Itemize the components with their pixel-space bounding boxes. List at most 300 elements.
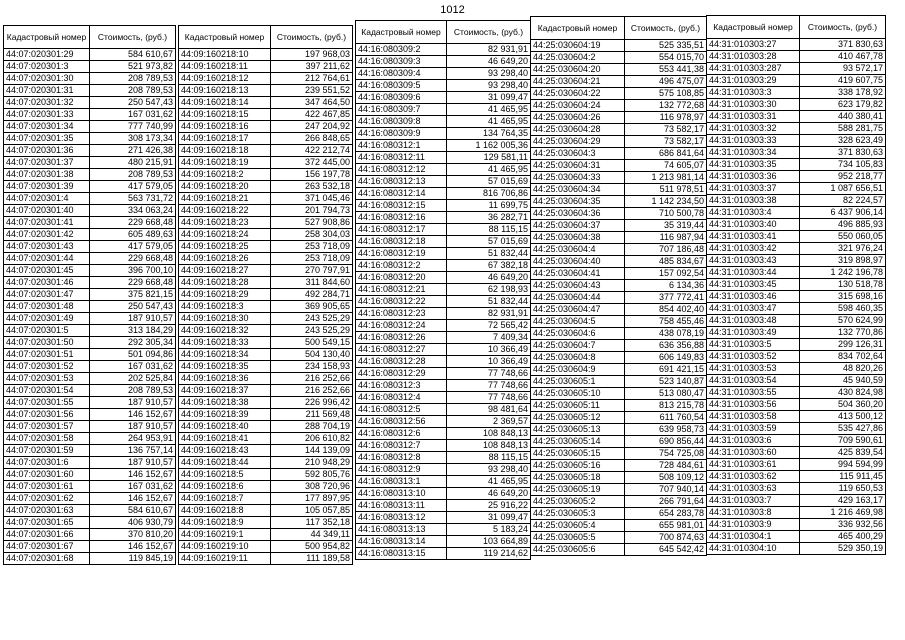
table-row: [4, 49, 176, 61]
cadastral-number-cell: 44:31:010303:58: [707, 411, 800, 423]
cost-cell: 734 105,83: [800, 159, 886, 171]
cost-cell: 51 832,44: [447, 248, 531, 260]
cost-cell: 465 400,29: [800, 531, 886, 543]
table-row: [4, 349, 176, 361]
header-cadastral-number: Кадастровый номер: [356, 21, 447, 44]
table-row: [356, 116, 531, 128]
cadastral-number-cell: 44:16:080312:14: [356, 188, 447, 200]
cost-cell: 271 426,38: [90, 145, 176, 157]
table-row: [356, 452, 531, 464]
table-row: [179, 265, 353, 277]
cost-cell: 370 810,20: [90, 529, 176, 541]
cadastral-number-cell: 44:09:160218:24: [179, 229, 271, 241]
cost-cell: 754 725,08: [625, 448, 707, 460]
table-row: [356, 380, 531, 392]
cadastral-number-cell: 44:07:020301:61: [4, 481, 90, 493]
table-row: [707, 447, 886, 459]
cadastral-number-cell: 44:16:080312:20: [356, 272, 447, 284]
cadastral-number-cell: 44:16:080312:18: [356, 236, 447, 248]
cost-cell: 88 115,15: [447, 224, 531, 236]
cost-cell: 598 460,35: [800, 303, 886, 315]
table-row: [707, 375, 886, 387]
cost-cell: 422 467,85: [271, 109, 353, 121]
table-row: [4, 481, 176, 493]
table-row: [4, 397, 176, 409]
cadastral-number-cell: 44:07:020301:65: [4, 517, 90, 529]
table-row: [707, 507, 886, 519]
cost-cell: 496 475,07: [625, 76, 707, 88]
cost-cell: 639 958,73: [625, 424, 707, 436]
cadastral-number-cell: 44:09:160218:20: [179, 181, 271, 193]
cost-cell: 417 579,05: [90, 241, 176, 253]
cost-cell: 328 623,49: [800, 135, 886, 147]
cost-cell: 504 130,40: [271, 349, 353, 361]
table-row: [356, 428, 531, 440]
cadastral-number-cell: 44:25:030604:19: [531, 40, 625, 52]
cost-cell: 554 015,70: [625, 52, 707, 64]
cadastral-number-cell: 44:31:010303:53: [707, 363, 800, 375]
cost-cell: 31 099,47: [447, 92, 531, 104]
table-row: [356, 68, 531, 80]
cadastral-number-cell: 44:09:160218:43: [179, 445, 271, 457]
cost-cell: 77 748,66: [447, 392, 531, 404]
table-row: [531, 64, 707, 76]
cadastral-number-cell: 44:25:030604:28: [531, 124, 625, 136]
table-row: [4, 373, 176, 385]
table-row: [707, 483, 886, 495]
cost-cell: 108 848,13: [447, 440, 531, 452]
cadastral-number-cell: 44:31:010303:42: [707, 243, 800, 255]
cadastral-number-cell: 44:25:030605:2: [531, 496, 625, 508]
cadastral-number-cell: 44:16:080312:26: [356, 332, 447, 344]
cadastral-number-cell: 44:16:080312:16: [356, 212, 447, 224]
cost-cell: 315 698,16: [800, 291, 886, 303]
table-row: [531, 208, 707, 220]
cadastral-number-cell: 44:07:020301:37: [4, 157, 90, 169]
cost-cell: 253 718,09: [271, 241, 353, 253]
cadastral-number-cell: 44:31:010303:40: [707, 219, 800, 231]
table-row: [179, 133, 353, 145]
table-row: [4, 517, 176, 529]
cadastral-number-cell: 44:25:030604:35: [531, 196, 625, 208]
cadastral-number-cell: 44:09:160218:27: [179, 265, 271, 277]
cadastral-number-cell: 44:31:010303:29: [707, 75, 800, 87]
cost-cell: 1 162 005,36: [447, 140, 531, 152]
table-row: [4, 193, 176, 205]
cost-cell: 270 797,91: [271, 265, 353, 277]
cost-cell: 994 594,99: [800, 459, 886, 471]
table-row: [179, 193, 353, 205]
cadastral-number-cell: 44:31:010303:60: [707, 447, 800, 459]
cadastral-number-cell: 44:09:160218:15: [179, 109, 271, 121]
cadastral-number-cell: 44:09:160218:29: [179, 289, 271, 301]
cost-cell: 266 848,65: [271, 133, 353, 145]
cadastral-number-cell: 44:09:160218:35: [179, 361, 271, 373]
cadastral-number-cell: 44:25:030604:24: [531, 100, 625, 112]
table-row: [179, 457, 353, 469]
cadastral-number-cell: 44:31:010304:10: [707, 543, 800, 555]
cadastral-number-cell: 44:25:030605:4: [531, 520, 625, 532]
table-row: [531, 412, 707, 424]
table-row: [179, 121, 353, 133]
table-row: [4, 205, 176, 217]
cost-cell: 108 848,13: [447, 428, 531, 440]
cadastral-number-cell: 44:16:080309:7: [356, 104, 447, 116]
cadastral-number-cell: 44:31:010303:4: [707, 207, 800, 219]
cadastral-number-cell: 44:09:160219:1: [179, 529, 271, 541]
cadastral-number-cell: 44:16:080313:10: [356, 488, 447, 500]
cost-cell: 156 197,78: [271, 169, 353, 181]
cost-cell: 584 610,67: [90, 49, 176, 61]
cadastral-number-cell: 44:07:020301:4: [4, 193, 90, 205]
cost-cell: 690 856,44: [625, 436, 707, 448]
table-row: [531, 100, 707, 112]
cadastral-number-cell: 44:09:160218:30: [179, 313, 271, 325]
cost-cell: 655 981,01: [625, 520, 707, 532]
cadastral-number-cell: 44:16:080309:8: [356, 116, 447, 128]
cost-cell: 157 092,54: [625, 268, 707, 280]
table-row: [707, 423, 886, 435]
cost-cell: 501 094,86: [90, 349, 176, 361]
table-row: [531, 172, 707, 184]
table-row: [707, 363, 886, 375]
table-row: [707, 291, 886, 303]
header-cost: Стоимость, (руб.): [625, 17, 707, 40]
cadastral-number-cell: 44:31:010303:59: [707, 423, 800, 435]
cost-cell: 46 649,20: [447, 488, 531, 500]
cadastral-number-cell: 44:31:010303:48: [707, 315, 800, 327]
cadastral-number-cell: 44:07:020301:46: [4, 277, 90, 289]
cadastral-number-cell: 44:31:010303:38: [707, 195, 800, 207]
table-row: [531, 280, 707, 292]
table-row: [356, 368, 531, 380]
table-row: [179, 445, 353, 457]
cost-cell: 226 996,42: [271, 397, 353, 409]
cadastral-number-cell: 44:25:030605:5: [531, 532, 625, 544]
cadastral-number-cell: 44:16:080309:6: [356, 92, 447, 104]
cadastral-number-cell: 44:31:010303:44: [707, 267, 800, 279]
table-row: [179, 181, 353, 193]
cadastral-number-cell: 44:16:080312:23: [356, 308, 447, 320]
cadastral-number-cell: 44:31:010303:28: [707, 51, 800, 63]
cost-cell: 527 908,86: [271, 217, 353, 229]
table-row: [4, 133, 176, 145]
table-row: [707, 135, 886, 147]
header-cadastral-number: Кадастровый номер: [531, 17, 625, 40]
table-row: [179, 157, 353, 169]
cadastral-number-cell: 44:09:160218:16: [179, 121, 271, 133]
table-row: [179, 361, 353, 373]
cost-cell: 134 764,35: [447, 128, 531, 140]
cadastral-number-cell: 44:09:160218:13: [179, 85, 271, 97]
cost-cell: 57 015,69: [447, 236, 531, 248]
cadastral-number-cell: 44:16:080312:56: [356, 416, 447, 428]
cadastral-number-cell: 44:31:010303:7: [707, 495, 800, 507]
table-row: [356, 272, 531, 284]
cadastral-number-cell: 44:25:030604:6: [531, 328, 625, 340]
table-row: [4, 505, 176, 517]
cost-cell: 654 283,78: [625, 508, 707, 520]
table-row: [356, 332, 531, 344]
cost-cell: 570 624,99: [800, 315, 886, 327]
cadastral-number-cell: 44:16:080313:13: [356, 524, 447, 536]
cost-cell: 105 057,85: [271, 505, 353, 517]
cost-cell: 513 080,47: [625, 388, 707, 400]
table-row: [531, 400, 707, 412]
cadastral-number-cell: 44:16:080312:28: [356, 356, 447, 368]
table-row: [179, 145, 353, 157]
cadastral-number-cell: 44:31:010303:47: [707, 303, 800, 315]
table-row: [4, 421, 176, 433]
table-row: [707, 387, 886, 399]
table-row: [4, 169, 176, 181]
cadastral-number-cell: 44:07:020301:54: [4, 385, 90, 397]
cost-cell: 1 142 234,50: [625, 196, 707, 208]
cadastral-number-cell: 44:16:080309:3: [356, 56, 447, 68]
cost-cell: 700 874,63: [625, 532, 707, 544]
cadastral-number-cell: 44:25:030605:6: [531, 544, 625, 556]
cost-cell: 500 549,15: [271, 337, 353, 349]
cost-cell: 208 789,53: [90, 169, 176, 181]
cadastral-number-cell: 44:25:030604:21: [531, 76, 625, 88]
cadastral-table-1: [3, 25, 176, 565]
cost-cell: 258 304,03: [271, 229, 353, 241]
cost-cell: 553 441,38: [625, 64, 707, 76]
table-row: [356, 44, 531, 56]
table-row: [4, 145, 176, 157]
table-row: [531, 340, 707, 352]
cost-cell: 854 402,40: [625, 304, 707, 316]
cost-cell: 234 158,93: [271, 361, 353, 373]
table-row: [179, 253, 353, 265]
cadastral-number-cell: 44:09:160218:3: [179, 301, 271, 313]
cadastral-number-cell: 44:16:080312:13: [356, 176, 447, 188]
cadastral-number-cell: 44:25:030604:29: [531, 136, 625, 148]
table-row: [707, 159, 886, 171]
table-row: [179, 337, 353, 349]
table-row: [531, 532, 707, 544]
cost-cell: 485 834,67: [625, 256, 707, 268]
table-row: [531, 256, 707, 268]
table-row: [531, 424, 707, 436]
cost-cell: 229 668,48: [90, 253, 176, 265]
cadastral-number-cell: 44:16:080309:4: [356, 68, 447, 80]
cadastral-number-cell: 44:31:010303:33: [707, 135, 800, 147]
cost-cell: 111 189,58: [271, 553, 353, 565]
cadastral-number-cell: 44:25:030605:10: [531, 388, 625, 400]
table-row: [531, 88, 707, 100]
cadastral-number-cell: 44:25:030604:8: [531, 352, 625, 364]
table-row: [179, 397, 353, 409]
cost-cell: 288 704,19: [271, 421, 353, 433]
cost-cell: 422 212,74: [271, 145, 353, 157]
cadastral-number-cell: 44:07:020301:45: [4, 265, 90, 277]
cost-cell: 187 910,57: [90, 397, 176, 409]
cost-cell: 98 481,64: [447, 404, 531, 416]
cost-cell: 525 335,51: [625, 40, 707, 52]
cadastral-number-cell: 44:25:030604:36: [531, 208, 625, 220]
cadastral-number-cell: 44:25:030604:44: [531, 292, 625, 304]
table-row: [707, 171, 886, 183]
cadastral-number-cell: 44:07:020301:53: [4, 373, 90, 385]
cost-cell: 74 605,07: [625, 160, 707, 172]
cadastral-number-cell: 44:09:160218:37: [179, 385, 271, 397]
table-row: [356, 152, 531, 164]
cadastral-number-cell: 44:07:020301:67: [4, 541, 90, 553]
cadastral-number-cell: 44:31:010303:287: [707, 63, 800, 75]
cadastral-number-cell: 44:07:020301:40: [4, 205, 90, 217]
cadastral-number-cell: 44:07:020301:44: [4, 253, 90, 265]
table-row: [531, 124, 707, 136]
cadastral-number-cell: 44:09:160219:11: [179, 553, 271, 565]
table-row: [4, 385, 176, 397]
cadastral-number-cell: 44:25:030604:43: [531, 280, 625, 292]
cost-cell: 707 186,48: [625, 244, 707, 256]
header-cadastral-number: Кадастровый номер: [4, 26, 90, 49]
cadastral-number-cell: 44:16:080312:5: [356, 404, 447, 416]
cadastral-table-2: [178, 25, 353, 565]
cadastral-number-cell: 44:25:030604:33: [531, 172, 625, 184]
cost-cell: 132 772,68: [625, 100, 707, 112]
cost-cell: 623 179,82: [800, 99, 886, 111]
table-row: [4, 109, 176, 121]
table-row: [531, 184, 707, 196]
cadastral-number-cell: 44:07:020301:36: [4, 145, 90, 157]
cost-cell: 10 366,49: [447, 344, 531, 356]
cost-cell: 338 178,92: [800, 87, 886, 99]
cadastral-number-cell: 44:16:080312:1: [356, 140, 447, 152]
cost-cell: 116 987,94: [625, 232, 707, 244]
cost-cell: 952 218,77: [800, 171, 886, 183]
table-row: [356, 80, 531, 92]
table-row: [707, 411, 886, 423]
cadastral-number-cell: 44:16:080312:17: [356, 224, 447, 236]
table-row: [179, 469, 353, 481]
table-row: [179, 241, 353, 253]
cadastral-number-cell: 44:16:080312:22: [356, 296, 447, 308]
cost-cell: 93 298,40: [447, 464, 531, 476]
cadastral-number-cell: 44:25:030604:41: [531, 268, 625, 280]
table-row: [707, 339, 886, 351]
cadastral-number-cell: 44:25:030604:38: [531, 232, 625, 244]
cost-cell: 371 045,46: [271, 193, 353, 205]
table-row: [4, 253, 176, 265]
table-row: [531, 508, 707, 520]
cost-cell: 41 465,95: [447, 116, 531, 128]
table-row: [4, 121, 176, 133]
cost-cell: 72 565,42: [447, 320, 531, 332]
cadastral-number-cell: 44:07:020301:29: [4, 49, 90, 61]
cadastral-number-cell: 44:25:030604:9: [531, 364, 625, 376]
header-cost: Стоимость, (руб.): [447, 21, 531, 44]
table-row: [4, 313, 176, 325]
cadastral-number-cell: 44:31:010303:9: [707, 519, 800, 531]
header-cost: Стоимость, (руб.): [800, 16, 886, 39]
cadastral-number-cell: 44:09:160219:10: [179, 541, 271, 553]
header-cadastral-number: Кадастровый номер: [707, 16, 800, 39]
cost-cell: 1 213 981,14: [625, 172, 707, 184]
cadastral-number-cell: 44:16:080313:12: [356, 512, 447, 524]
table-row: [707, 111, 886, 123]
table-row: [179, 493, 353, 505]
cost-cell: 206 610,82: [271, 433, 353, 445]
cost-cell: 82 224,57: [800, 195, 886, 207]
table-row: [356, 512, 531, 524]
cost-cell: 710 500,78: [625, 208, 707, 220]
cost-cell: 535 427,86: [800, 423, 886, 435]
cost-cell: 429 163,17: [800, 495, 886, 507]
cadastral-number-cell: 44:25:030604:31: [531, 160, 625, 172]
cost-cell: 492 284,71: [271, 289, 353, 301]
table-row: [356, 476, 531, 488]
table-row: [356, 308, 531, 320]
cadastral-number-cell: 44:07:020301:41: [4, 217, 90, 229]
cost-cell: 292 305,34: [90, 337, 176, 349]
table-row: [531, 244, 707, 256]
table-row: [179, 217, 353, 229]
cadastral-number-cell: 44:25:030605:3: [531, 508, 625, 520]
cost-cell: 413 500,12: [800, 411, 886, 423]
cost-cell: 377 772,41: [625, 292, 707, 304]
table-row: [356, 140, 531, 152]
cadastral-number-cell: 44:09:160218:33: [179, 337, 271, 349]
cost-cell: 375 821,15: [90, 289, 176, 301]
cost-cell: 116 978,97: [625, 112, 707, 124]
table-row: [356, 500, 531, 512]
cost-cell: 816 706,86: [447, 188, 531, 200]
table-row: [356, 260, 531, 272]
cost-cell: 709 590,61: [800, 435, 886, 447]
cadastral-number-cell: 44:16:080313:11: [356, 500, 447, 512]
cadastral-number-cell: 44:25:030604:26: [531, 112, 625, 124]
cost-cell: 46 649,20: [447, 56, 531, 68]
cost-cell: 336 932,56: [800, 519, 886, 531]
cadastral-number-cell: 44:09:160218:9: [179, 517, 271, 529]
table-row: [4, 541, 176, 553]
cost-cell: 253 718,09: [271, 253, 353, 265]
table-row: [4, 433, 176, 445]
cost-cell: 592 805,76: [271, 469, 353, 481]
page-number: 1012: [440, 4, 465, 16]
cadastral-number-cell: 44:31:010303:27: [707, 39, 800, 51]
cadastral-number-cell: 44:31:010303:63: [707, 483, 800, 495]
cadastral-number-cell: 44:31:010303:55: [707, 387, 800, 399]
cadastral-number-cell: 44:09:160218:38: [179, 397, 271, 409]
table-row: [531, 232, 707, 244]
cadastral-number-cell: 44:07:020301:66: [4, 529, 90, 541]
cadastral-number-cell: 44:07:020301:63: [4, 505, 90, 517]
cost-cell: 550 060,05: [800, 231, 886, 243]
cost-cell: 334 063,24: [90, 205, 176, 217]
cadastral-number-cell: 44:31:010303:5: [707, 339, 800, 351]
table-row: [179, 541, 353, 553]
cost-cell: 605 489,63: [90, 229, 176, 241]
cadastral-number-cell: 44:16:080312:9: [356, 464, 447, 476]
cadastral-number-cell: 44:31:010303:34: [707, 147, 800, 159]
table-row: [707, 279, 886, 291]
cadastral-number-cell: 44:31:010303:35: [707, 159, 800, 171]
cost-cell: 707 940,14: [625, 484, 707, 496]
table-row: [179, 169, 353, 181]
cadastral-number-cell: 44:07:020301:33: [4, 109, 90, 121]
table-row: [179, 529, 353, 541]
cadastral-number-cell: 44:25:030605:14: [531, 436, 625, 448]
table-row: [531, 352, 707, 364]
cost-cell: 250 547,43: [90, 97, 176, 109]
cadastral-number-cell: 44:25:030604:37: [531, 220, 625, 232]
cost-cell: 440 380,41: [800, 111, 886, 123]
table-row: [356, 392, 531, 404]
